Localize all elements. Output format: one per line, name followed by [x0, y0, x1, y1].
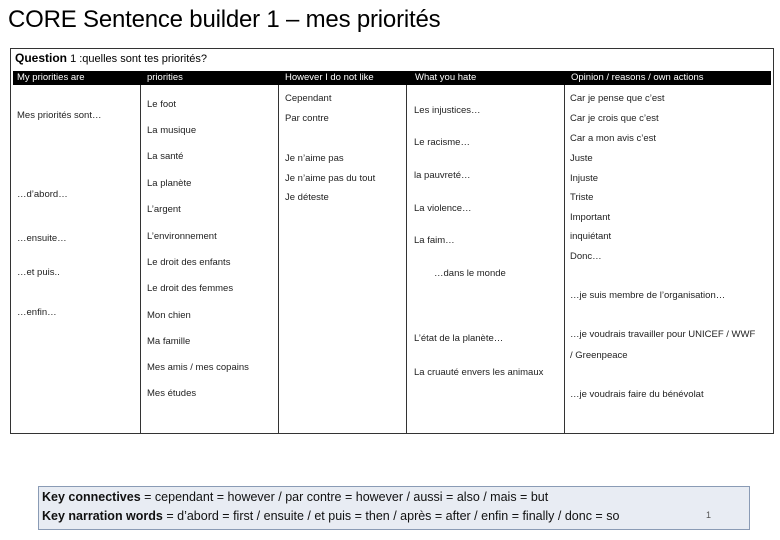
- col5-item: inquiétant: [570, 231, 612, 242]
- table-header: [13, 71, 771, 85]
- column-divider: [406, 85, 407, 433]
- page-title: CORE Sentence builder 1 – mes priorités: [8, 6, 441, 33]
- sentence-builder-table: [10, 48, 774, 434]
- col1-item: …d’abord…: [17, 189, 68, 200]
- col2-item: Le foot: [147, 99, 177, 110]
- col5-item: Juste: [570, 153, 593, 164]
- header-what-you-hate: What you hate: [415, 72, 477, 83]
- col5-item: Car a mon avis c’est: [570, 133, 657, 144]
- col4-item: La violence…: [414, 203, 472, 214]
- col2-item: Ma famille: [147, 336, 191, 347]
- col5-item: Donc…: [570, 251, 602, 262]
- header-however: However I do not like: [285, 72, 374, 83]
- col2-item: Le droit des enfants: [147, 257, 231, 268]
- column-divider: [140, 85, 141, 433]
- col2-item: Mes amis / mes copains: [147, 362, 249, 373]
- col4-item: la pauvreté…: [414, 170, 471, 181]
- page-number: 1: [706, 510, 712, 520]
- column-divider: [564, 85, 565, 433]
- col2-item: L’environnement: [147, 231, 217, 242]
- question-label: Question: [15, 51, 68, 65]
- col5-item: Triste: [570, 192, 594, 203]
- col3-item: Je n’aime pas: [285, 153, 344, 164]
- col1-item: …enfin…: [17, 307, 57, 318]
- col1-item: …ensuite…: [17, 233, 67, 244]
- col1-item: …et puis..: [17, 267, 60, 278]
- col2-item: La musique: [147, 125, 197, 136]
- col4-item: La cruauté envers les animaux: [414, 367, 544, 378]
- key-vocabulary-box: [38, 486, 750, 530]
- col4-item: Le racisme…: [414, 137, 470, 148]
- col2-item: Mon chien: [147, 310, 191, 321]
- key-narration-line: [42, 509, 619, 523]
- col5-item: Injuste: [570, 173, 598, 184]
- question-line: [15, 51, 207, 65]
- col4-item: Les injustices…: [414, 105, 481, 116]
- column-divider: [278, 85, 279, 433]
- col5-item: Car je crois que c’est: [570, 113, 659, 124]
- col5-item: Important: [570, 212, 611, 223]
- col3-item: Je n’aime pas du tout: [285, 173, 376, 184]
- key-narration-text: = d’abord = first / ensuite / et puis = then / après = after / enfin = finally / donc = so: [162, 509, 620, 523]
- header-opinion: Opinion / reasons / own actions: [571, 72, 704, 83]
- col5-item: Car je pense que c’est: [570, 93, 665, 104]
- col5-item: / Greenpeace: [570, 350, 628, 361]
- key-connectives-label: Key connectives: [42, 490, 141, 504]
- key-connectives-line: [42, 490, 548, 504]
- col4-item: L’état de la planète…: [414, 333, 504, 344]
- col2-item: Le droit des femmes: [147, 283, 234, 294]
- col3-item: Je déteste: [285, 192, 329, 203]
- col5-item: …je suis membre de l’organisation…: [570, 290, 726, 301]
- key-narration-label: Key narration words: [42, 509, 163, 523]
- key-connectives-text: = cependant = however / par contre = however / aussi = also / mais = but: [140, 490, 549, 504]
- col4-item: La faim…: [414, 235, 455, 246]
- col1-item: Mes priorités sont…: [17, 110, 102, 121]
- header-my-priorities: My priorities are: [17, 72, 85, 83]
- col3-item: Par contre: [285, 113, 329, 124]
- col2-item: La planète: [147, 178, 192, 189]
- header-priorities: priorities: [147, 72, 183, 83]
- col2-item: L’argent: [147, 204, 181, 215]
- col2-item: Mes études: [147, 388, 197, 399]
- col4-item: …dans le monde: [434, 268, 506, 279]
- question-text: 1 :quelles sont tes priorités?: [70, 53, 208, 65]
- col2-item: La santé: [147, 151, 184, 162]
- col5-item: …je voudrais faire du bénévolat: [570, 389, 704, 400]
- col5-item: …je voudrais travailler pour UNICEF / WWF: [570, 329, 756, 340]
- col3-item: Cependant: [285, 93, 332, 104]
